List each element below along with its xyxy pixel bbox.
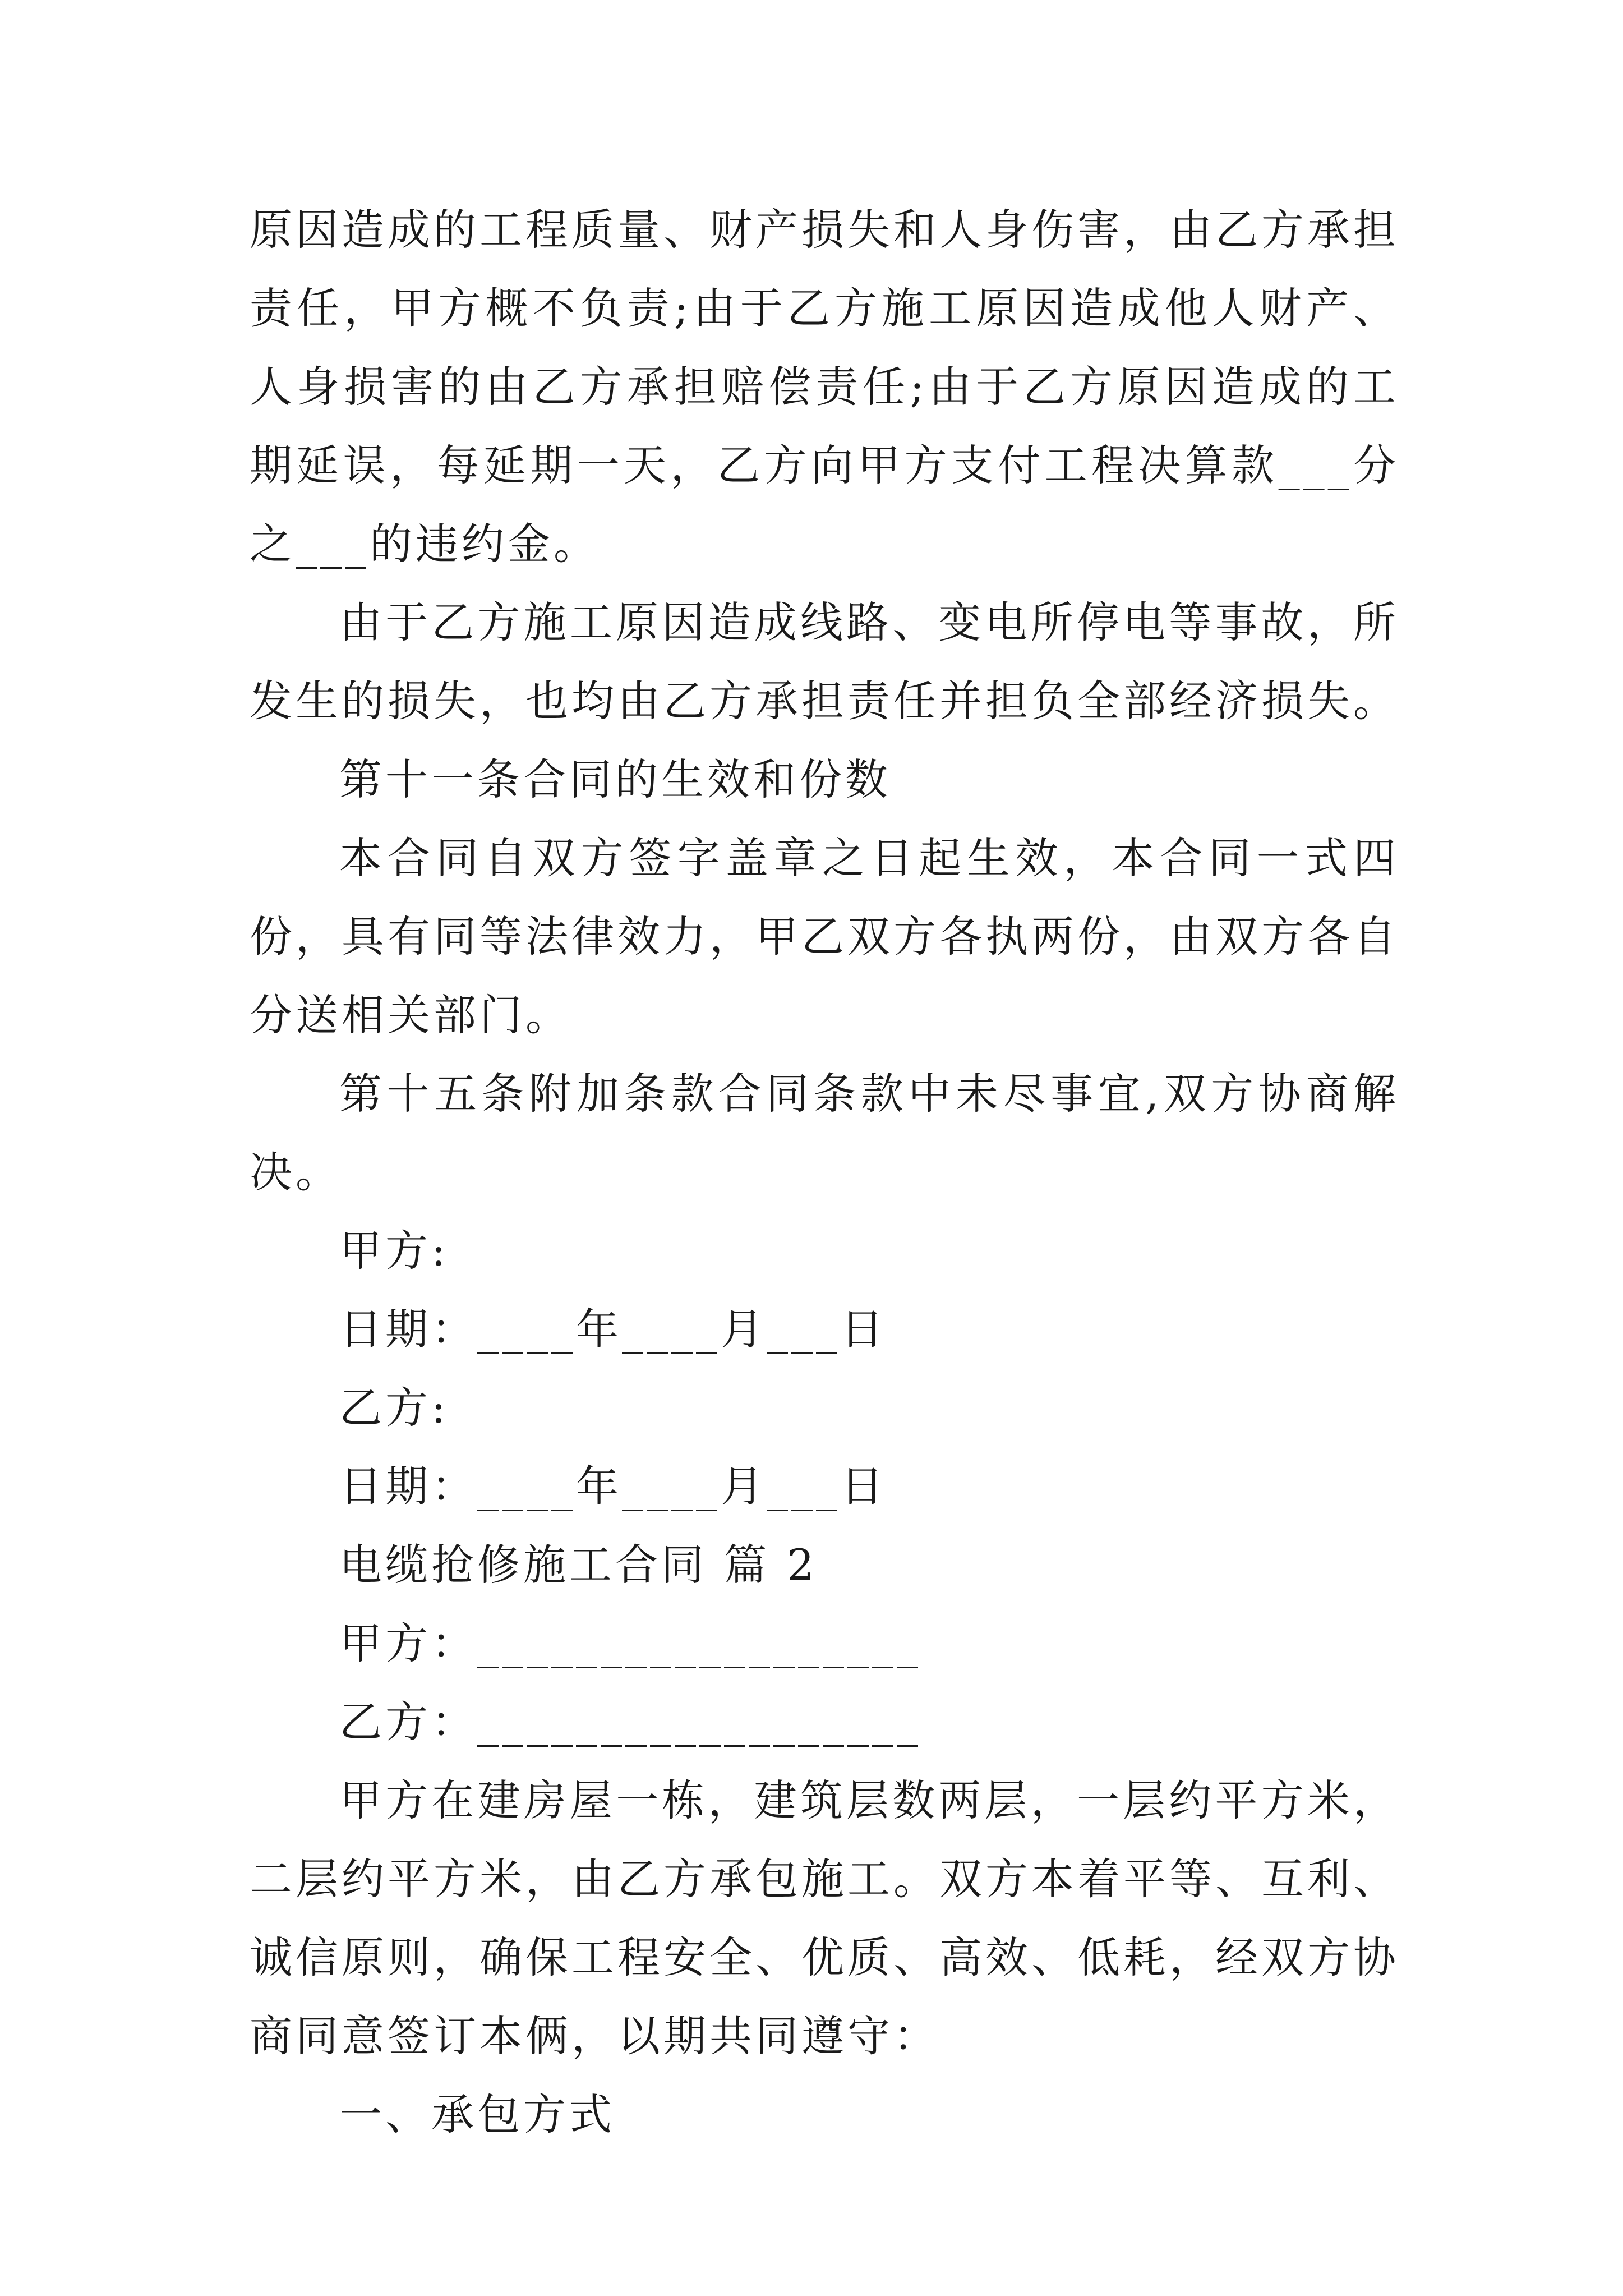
article-15-heading: 第十五条附加条款合同条款中未尽事宜,双方协商解决。: [250, 1069, 1399, 1197]
party-a-blank-line: 甲方：__________________: [339, 1618, 921, 1668]
paragraph-effectiveness: 本合同自双方签字盖章之日起生效，本合同一式四份，具有同等法律效力，甲乙双方各执两份，由双方各自分送相关部门。: [250, 833, 1399, 1040]
paragraph-project-description: 甲方在建房屋一栋，建筑层数两层，一层约平方米，二层约平方米，由乙方承包施工。双方本着平等、互利、诚信原则，确保工程安全、优质、高效、低耗，经双方协商同意签订本俩，以期共同遵守：: [250, 1775, 1399, 2061]
paragraph-liability-continued: 原因造成的工程质量、财产损失和人身伤害，由乙方承担责任，甲方概不负责;由于乙方施工原因造成他人财产、人身损害的由乙方承担赔偿责任;由于乙方原因造成的工期延误，每延期一天，乙方向甲方支付工程决算款___分之___的违约金。: [250, 205, 1399, 569]
section-heading-contracting-method: 一、承包方式: [339, 2090, 615, 2139]
party-a-label: 甲方:: [339, 1226, 449, 1276]
article-11-heading: 第十一条合同的生效和份数: [339, 754, 891, 804]
party-b-date-line: 日期：____年____月___日: [339, 1461, 887, 1511]
party-a-date-line: 日期：____年____月___日: [339, 1304, 887, 1354]
section-title-contract-2: 电缆抢修施工合同 篇 2: [339, 1540, 818, 1590]
party-b-label: 乙方:: [339, 1383, 449, 1433]
paragraph-outage-liability: 由于乙方施工原因造成线路、变电所停电等事故，所发生的损失，也均由乙方承担责任并担负全部经济损失。: [250, 597, 1399, 726]
party-b-blank-line: 乙方：__________________: [339, 1697, 921, 1747]
document-body: [250, 191, 1399, 2154]
